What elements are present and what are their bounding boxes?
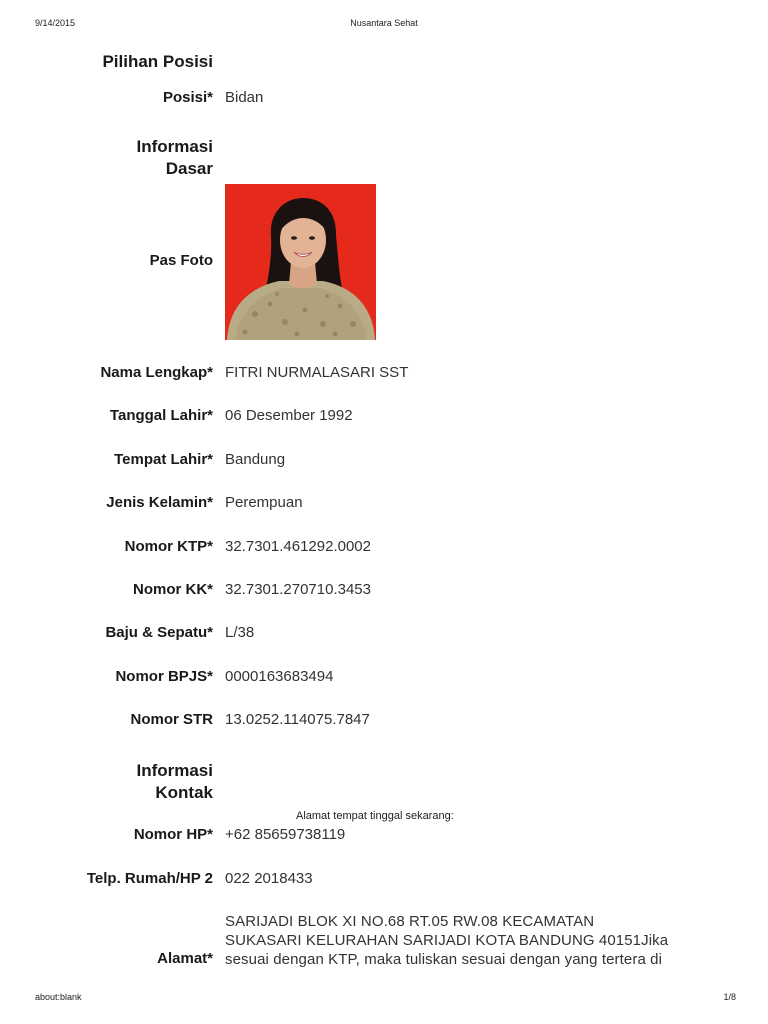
posisi-label: Posisi* (162, 89, 213, 106)
tanggal-lahir-label: Tanggal Lahir* (109, 407, 213, 424)
nomor-ktp-label: Nomor KTP* (124, 538, 213, 555)
print-page-number: 1/8 (723, 992, 736, 1002)
nomor-bpjs-label: Nomor BPJS* (115, 668, 213, 685)
section-title-informasi-dasar (60, 136, 213, 180)
print-url: about:blank (35, 992, 82, 1002)
alamat-hint-text: Alamat tempat tinggal sekarang: (296, 810, 454, 822)
nama-lengkap-value: FITRI NURMALASARI SST (225, 364, 409, 381)
pas-foto-image (225, 184, 376, 340)
nomor-ktp-value: 32.7301.461292.0002 (225, 538, 371, 555)
nomor-hp-label: Nomor HP* (133, 826, 213, 843)
nomor-kk-label: Nomor KK* (132, 581, 213, 598)
alamat-line: sesuai dengan KTP, maka tuliskan sesuai dengan yang tertera di (225, 951, 663, 968)
posisi-value: Bidan (225, 89, 264, 106)
nomor-hp-value: +62 85659738119 (225, 826, 346, 843)
alamat-value (225, 912, 705, 969)
section-title-line: Informasi (136, 761, 213, 780)
section-title-line: Dasar (165, 159, 213, 178)
baju-sepatu-label: Baju & Sepatu* (105, 624, 213, 641)
section-title-pilihan-posisi: Pilihan Posisi (102, 52, 213, 71)
print-header (0, 18, 768, 32)
tempat-lahir-value: Bandung (225, 451, 286, 468)
section-title-informasi-kontak (60, 760, 213, 804)
nomor-kk-value: 32.7301.270710.3453 (225, 581, 371, 598)
section-title-line: Kontak (155, 783, 213, 802)
print-title: Nusantara Sehat (350, 18, 418, 28)
tanggal-lahir-value: 06 Desember 1992 (225, 407, 353, 424)
jenis-kelamin-value: Perempuan (225, 494, 303, 511)
nama-lengkap-label: Nama Lengkap* (100, 364, 213, 381)
portrait-photo (225, 184, 376, 340)
pas-foto-label: Pas Foto (149, 252, 213, 269)
jenis-kelamin-label: Jenis Kelamin* (106, 494, 213, 511)
nomor-str-label: Nomor STR (130, 711, 213, 728)
section-title-line: Informasi (136, 137, 213, 156)
tempat-lahir-label: Tempat Lahir* (114, 451, 213, 468)
telp-rumah-value: 022 2018433 (225, 870, 313, 887)
alamat-label: Alamat* (157, 950, 213, 967)
nomor-bpjs-value: 0000163683494 (225, 668, 334, 685)
baju-sepatu-value: L/38 (225, 624, 255, 641)
print-footer (0, 992, 768, 1006)
nomor-str-value: 13.0252.114075.7847 (225, 711, 370, 728)
alamat-line: SUKASARI KELURAHAN SARIJADI KOTA BANDUNG 40151Jika (225, 932, 669, 949)
print-date: 9/14/2015 (35, 18, 76, 28)
alamat-line: SARIJADI BLOK XI NO.68 RT.05 RW.08 KECAMATAN (225, 913, 595, 930)
telp-rumah-label: Telp. Rumah/HP 2 (86, 870, 213, 887)
